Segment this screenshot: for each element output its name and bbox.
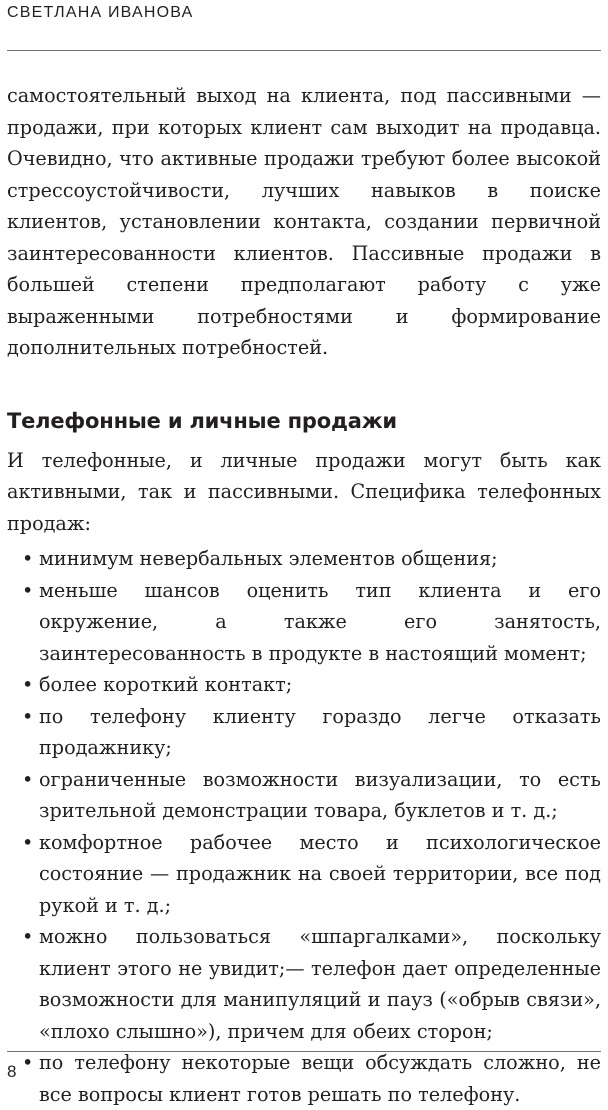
list-item-text: минимум невербальных элементов общения; (39, 547, 498, 570)
list-item (7, 921, 601, 1047)
bullet-icon: • (22, 673, 34, 696)
list-item (7, 575, 601, 670)
paragraph-intro: самостоятельный выход на клиента, под пассивными — продажи, при которых клиент сам выходит на продавца. Очевидно, что активные продажи требуют более высокой стрессоустойчивости, лучших навыков в поиске клиентов, установлении контакта, создании первичной заинтересованности клиентов. Пассивные продажи в большей степени предполагают работу с уже выраженными потребностями и формирование дополнительных потребностей. (7, 84, 601, 359)
list-item (7, 1047, 601, 1110)
bullet-list (7, 543, 601, 1110)
list-item-text: ограниченные возможности визуализации, то есть зрительной демонстрации товара, буклетов и т. д.; (39, 767, 601, 822)
list-item-text: более короткий контакт; (39, 673, 293, 696)
list-item-text: по телефону клиенту гораздо легче отказать продажнику; (39, 704, 601, 759)
list-item-text: комфортное рабочее место и психологическое состояние — продажник на своей территории, все под рукой и т. д.; (39, 830, 601, 917)
header-rule (7, 50, 601, 51)
bullet-icon: • (22, 547, 34, 570)
section-heading: Телефонные и личные продажи (7, 408, 397, 433)
bullet-icon: • (22, 925, 34, 948)
bullet-icon: • (22, 578, 34, 602)
list-item (7, 701, 601, 764)
bullet-icon: • (22, 767, 34, 791)
list-item (7, 543, 601, 575)
footer-rule (7, 1051, 601, 1052)
list-item (7, 669, 601, 701)
bullet-icon: • (22, 1051, 34, 1074)
list-item (7, 764, 601, 827)
running-head: СВЕТЛАНА ИВАНОВА (7, 4, 194, 21)
page-number: 8 (7, 1062, 17, 1081)
bullet-icon: • (22, 704, 34, 728)
list-item-text: меньше шансов оценить тип клиента и его окружение, а также его занятость, заинтересованность в продукте в настоящий момент; (39, 578, 601, 665)
bullet-icon: • (22, 830, 34, 854)
list-item-text: по телефону некоторые вещи обсуждать сложно, не все вопросы клиент готов решать по телефону. (39, 1051, 601, 1106)
page-body (7, 80, 601, 1110)
paragraph-specifics: И телефонные, и личные продажи могут быть как активными, так и пассивными. Специфика телефонных продаж: (7, 448, 601, 535)
list-item-text: можно пользоваться «шпаргалками», поскольку клиент этого не увидит;— телефон дает определенные возможности для манипуляций и пауз («обрыв связи», «плохо слышно»), причем для обеих сторон; (39, 925, 601, 1043)
list-item (7, 827, 601, 922)
